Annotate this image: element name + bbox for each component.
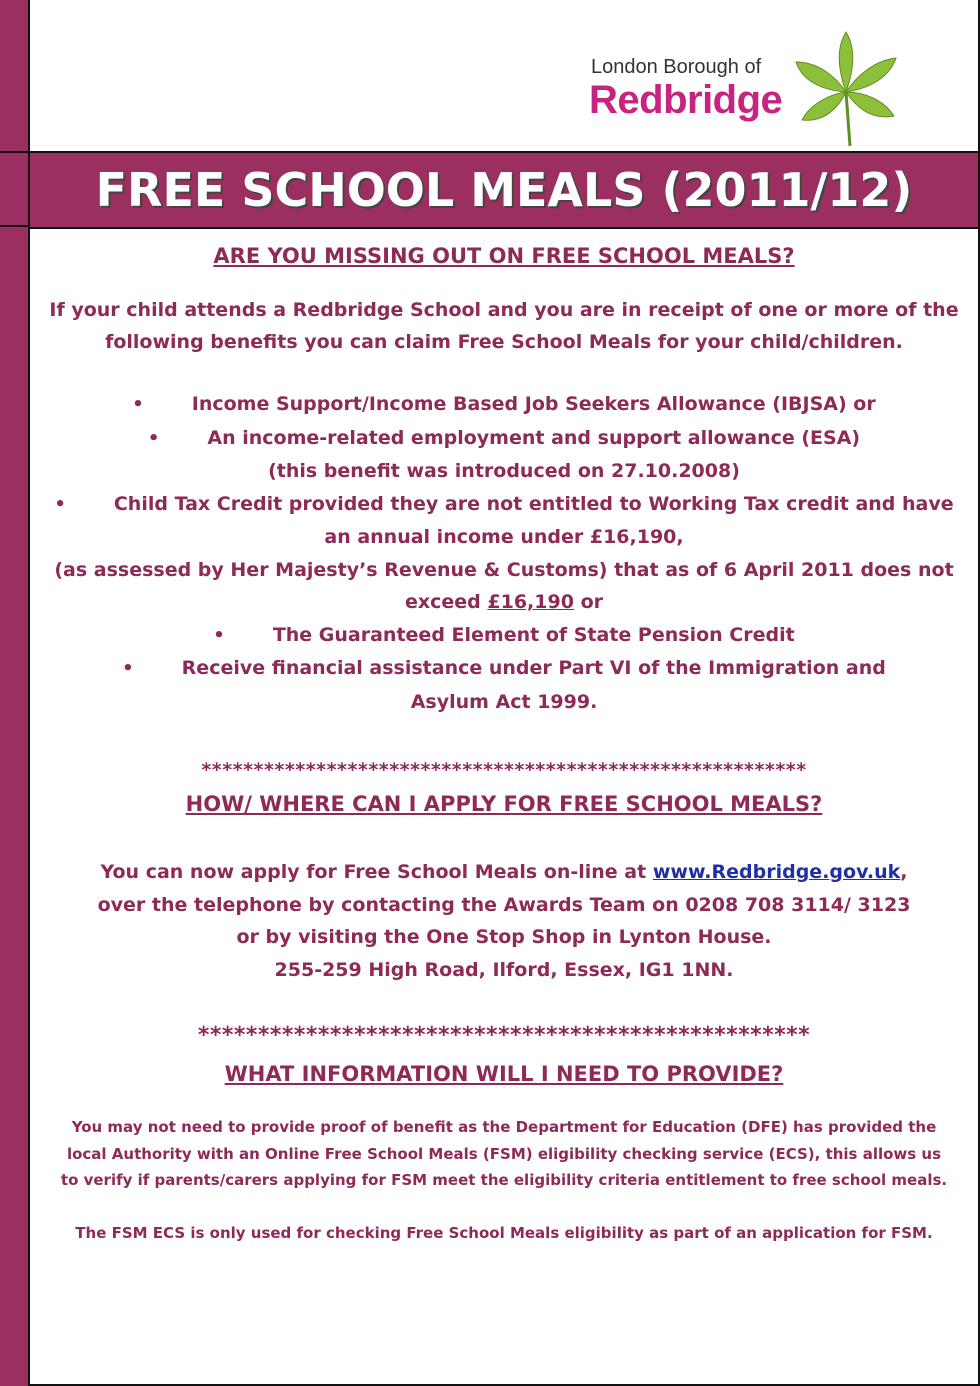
list-item bbox=[32, 652, 976, 718]
list-item-text: (this benefit was introduced on 27.10.2008) bbox=[268, 460, 740, 482]
logo-name: Redbridge bbox=[589, 78, 783, 122]
list-item bbox=[32, 422, 976, 456]
separator: *************************************************** bbox=[197, 1023, 811, 1048]
title-banner bbox=[30, 151, 978, 229]
list-item-note bbox=[32, 455, 976, 488]
apply-address: 255-259 High Road, Ilford, Essex, IG1 1NN. bbox=[274, 958, 734, 981]
main-content bbox=[32, 240, 976, 1246]
redbridge-logo bbox=[585, 30, 915, 145]
apply-line bbox=[32, 856, 976, 889]
intro-paragraph: If your child attends a Redbridge School and you are in receipt of one or more of the following benefits you can claim Free School Meals for your child/children. bbox=[49, 299, 959, 353]
sidebar-tick bbox=[0, 151, 30, 153]
list-item-text: The Guaranteed Element of State Pension Credit bbox=[272, 623, 795, 646]
list-item-note bbox=[32, 554, 976, 619]
benefits-list bbox=[32, 388, 976, 718]
section-heading-information: WHAT INFORMATION WILL I NEED TO PROVIDE? bbox=[224, 1062, 784, 1086]
list-item-text: An income-related employment and support allowance (ESA) bbox=[207, 426, 861, 449]
list-item-text: Income Support/Income Based Job Seekers Allowance (IBJSA) or bbox=[191, 393, 876, 415]
bullet-glyph: • bbox=[147, 427, 160, 449]
info-paragraph: to verify if parents/carers applying for FSM meet the eligibility criteria entitlement to free school meals. bbox=[60, 1171, 948, 1189]
redbridge-website-link[interactable]: www.Redbridge.gov.uk bbox=[652, 861, 901, 883]
logo-borough-text: London Borough of bbox=[591, 56, 762, 78]
underlined-amount: £16,190 bbox=[487, 591, 574, 613]
list-item bbox=[32, 619, 976, 653]
page-title: FREE SCHOOL MEALS (2011/12) bbox=[95, 163, 913, 217]
section-heading-missing-out: ARE YOU MISSING OUT ON FREE SCHOOL MEALS? bbox=[213, 244, 795, 268]
bullet-glyph: • bbox=[54, 493, 66, 515]
apply-line: over the telephone by contacting the Awards Team on 0208 708 3114/ 3123 bbox=[97, 893, 911, 916]
bullet-glyph: • bbox=[122, 658, 134, 679]
sidebar-tick bbox=[0, 225, 30, 227]
information-text bbox=[44, 1114, 964, 1246]
info-paragraph: The FSM ECS is only used for checking Free School Meals eligibility as part of an application for FSM. bbox=[75, 1223, 933, 1242]
apply-line: or by visiting the One Stop Shop in Lynton House. bbox=[236, 926, 772, 948]
list-item-text: Receive financial assistance under Part VI of the Immigration and Asylum Act 1999. bbox=[181, 657, 886, 713]
apply-text: , bbox=[900, 861, 908, 883]
bullet-glyph: • bbox=[213, 624, 225, 646]
section-heading-how-to-apply: HOW/ WHERE CAN I APPLY FOR FREE SCHOOL MEALS? bbox=[185, 792, 823, 816]
apply-text: You can now apply for Free School Meals on-line at bbox=[100, 861, 647, 883]
list-item bbox=[32, 488, 976, 554]
chestnut-leaf-icon bbox=[788, 30, 903, 148]
list-item-text: (as assessed by Her Majesty’s Revenue & Customs) that as of 6 April 2011 does not exceed bbox=[54, 558, 954, 613]
bullet-glyph: • bbox=[132, 394, 144, 415]
left-sidebar-stripe bbox=[0, 0, 30, 1386]
info-paragraph: You may not need to provide proof of benefit as the Department for Education (DFE) has provided the bbox=[71, 1118, 937, 1136]
separator: ********************************************************** bbox=[201, 759, 807, 781]
info-paragraph: local Authority with an Online Free School Meals (FSM) eligibility checking service (ECS), this allows us bbox=[66, 1144, 942, 1163]
apply-details bbox=[32, 856, 976, 986]
list-item-text: Child Tax Credit provided they are not entitled to Working Tax credit and have an annual income under £16,190, bbox=[113, 492, 954, 548]
list-item-text: or bbox=[580, 591, 603, 613]
list-item bbox=[32, 388, 976, 422]
